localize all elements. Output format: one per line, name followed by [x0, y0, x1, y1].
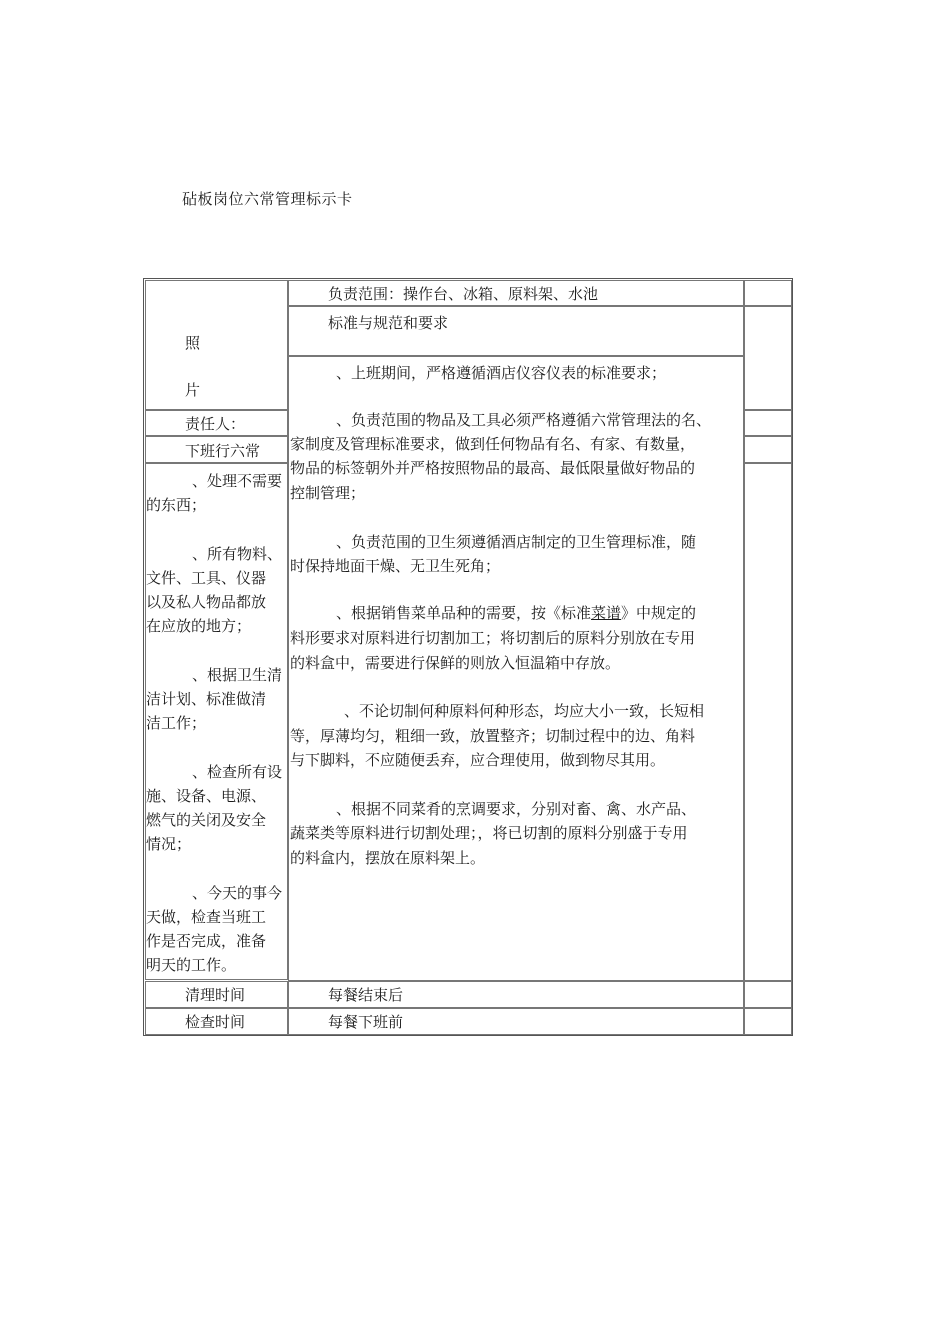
offduty-title: 下班行六常: [185, 442, 261, 460]
scope-cell: [288, 280, 744, 306]
requirement-2-line-4: 控制管理；: [290, 484, 366, 502]
recipe-link[interactable]: 菜谱: [591, 604, 622, 622]
right-cell-clean-time: [744, 981, 792, 1008]
offduty-item-3-line-3: 洁工作；: [146, 714, 207, 732]
offduty-item-3-line-2: 洁计划、标准做清: [146, 690, 267, 708]
requirement-4-line-2: 料形要求对原料进行切割加工；将切割后的原料分别放在专用: [290, 629, 696, 647]
offduty-item-1-line-2: 的东西；: [146, 496, 207, 514]
standards-header: 标准与规范和要求: [328, 314, 449, 332]
right-cell-standards: [744, 306, 792, 410]
scope-text: 负责范围：操作台、冰箱、原料架、水池: [328, 285, 599, 303]
offduty-items-cell: [145, 463, 288, 980]
requirement-3-line-1: 、负责范围的卫生须遵循酒店制定的卫生管理标准，随: [336, 533, 697, 551]
clean-time-value: 每餐结束后: [328, 986, 404, 1004]
clean-time-value-cell: [288, 981, 744, 1008]
requirement-6-line-1: 、根据不同菜肴的烹调要求，分别对畜、禽、水产品、: [336, 800, 697, 818]
requirement-1-line-1: 、上班期间，严格遵循酒店仪容仪表的标准要求；: [336, 364, 667, 382]
responsible-label: 责任人：: [185, 415, 246, 433]
check-time-value-cell: [288, 1008, 744, 1035]
requirement-6-line-2: 蔬菜类等原料进行切割处理；，将已切割的原料分别盛于专用: [290, 824, 688, 842]
requirement-3-line-2: 时保持地面干燥、无卫生死角；: [290, 557, 501, 575]
requirement-5-line-2: 等，厚薄均匀，粗细一致，放置整齐；切制过程中的边、角料: [290, 727, 696, 745]
check-time-label: 检查时间: [185, 1013, 246, 1031]
photo-label-char-1: 照: [185, 334, 201, 352]
offduty-item-4-line-4: 情况；: [146, 835, 192, 853]
offduty-item-4-line-1: 、检查所有设: [192, 763, 283, 781]
right-cell-responsible: [744, 410, 792, 436]
photo-cell: [145, 280, 288, 410]
document-title: 砧板岗位六常管理标示卡: [182, 190, 353, 208]
offduty-item-5-line-2: 天做，检查当班工: [146, 908, 267, 926]
requirement-2-line-3: 物品的标签朝外并严格按照物品的最高、最低限量做好物品的: [290, 459, 696, 477]
requirement-2-line-2: 家制度及管理标准要求，做到任何物品有名、有家、有数量，: [290, 435, 696, 453]
offduty-item-2-line-3: 以及私人物品都放: [146, 593, 267, 611]
check-time-value: 每餐下班前: [328, 1013, 404, 1031]
requirement-5-line-1: 、不论切制何种原料何种形态，均应大小一致，长短相: [344, 702, 705, 720]
requirement-4-line-3: 的料盒中，需要进行保鲜的则放入恒温箱中存放。: [290, 654, 621, 672]
offduty-title-cell: [145, 436, 288, 463]
responsible-cell: [145, 410, 288, 436]
offduty-item-2-line-4: 在应放的地方；: [146, 617, 252, 635]
requirement-2-line-1: 、负责范围的物品及工具必须严格遵循六常管理法的名、: [336, 411, 712, 429]
clean-time-label-cell: [145, 981, 288, 1008]
offduty-item-5-line-3: 作是否完成，准备: [146, 932, 267, 950]
offduty-item-4-line-3: 燃气的关闭及安全: [146, 811, 267, 829]
clean-time-label: 清理时间: [185, 986, 246, 1004]
requirement-4-line-1: 、根据销售菜单品种的需要，按《标准菜谱》中规定的: [336, 604, 697, 622]
requirements-cell: [288, 356, 744, 981]
right-cell-offduty-title: [744, 436, 792, 463]
offduty-item-5-line-1: 、今天的事今: [192, 884, 283, 902]
right-cell-check-time: [744, 1008, 792, 1035]
requirement-5-line-3: 与下脚料，不应随便丢弃，应合理使用，做到物尽其用。: [290, 751, 666, 769]
offduty-item-1-line-1: 、处理不需要: [192, 472, 283, 490]
offduty-item-2-line-2: 文件、工具、仪器: [146, 569, 267, 587]
offduty-item-5-line-4: 明天的工作。: [146, 956, 237, 974]
standards-header-cell: [288, 306, 744, 356]
offduty-item-4-line-2: 施、设备、电源、: [146, 787, 267, 805]
photo-label-char-2: 片: [185, 381, 201, 399]
requirement-6-line-3: 的料盒内，摆放在原料架上。: [290, 849, 486, 867]
offduty-item-3-line-1: 、根据卫生清: [192, 666, 283, 684]
check-time-label-cell: [145, 1008, 288, 1035]
right-cell-scope: [744, 280, 792, 306]
offduty-item-2-line-1: 、所有物料、: [192, 545, 283, 563]
right-cell-body: [744, 463, 792, 981]
